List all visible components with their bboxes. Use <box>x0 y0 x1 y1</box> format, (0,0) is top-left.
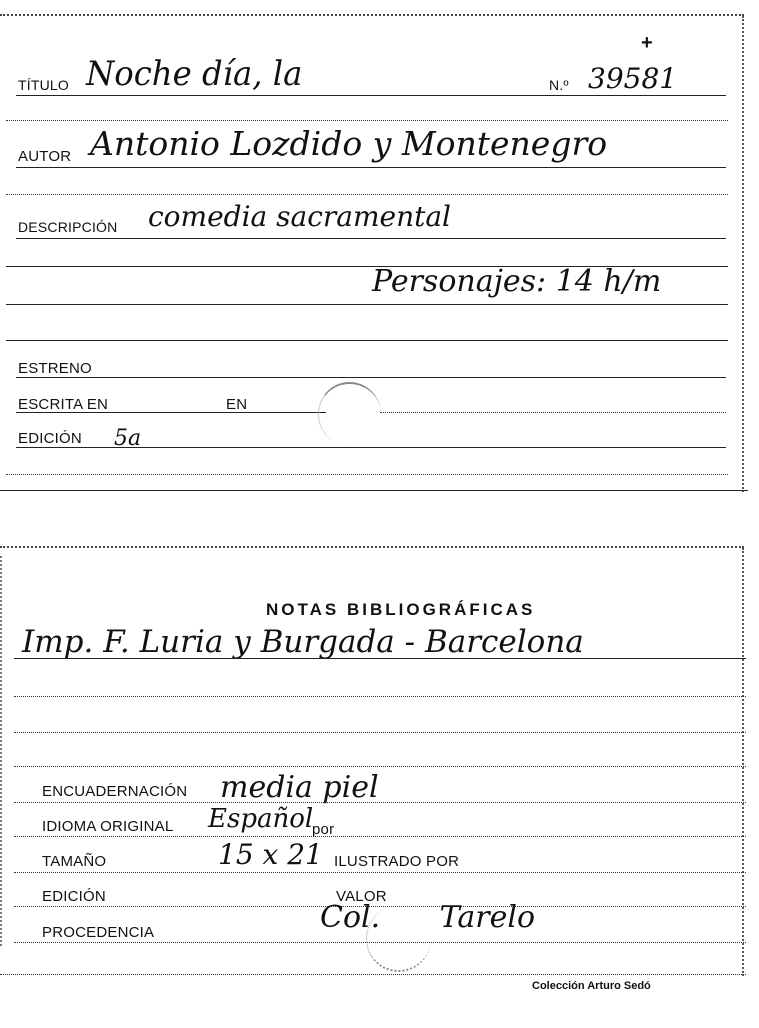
descripcion-value: comedia sacramental <box>148 200 452 233</box>
titulo-label: TÍTULO <box>18 77 69 93</box>
card-bottom-right-edge <box>742 548 744 976</box>
idioma-value: Español <box>208 804 314 834</box>
rule-6 <box>6 474 728 475</box>
edicion-2-label: EDICIÓN <box>42 888 106 905</box>
rule-en <box>380 412 726 413</box>
rule-card-bottom <box>0 974 746 975</box>
tamano-label: TAMAÑO <box>42 853 107 870</box>
descripcion-label: DESCRIPCIÓN <box>18 219 118 235</box>
encuadernacion-value: media piel <box>220 770 379 805</box>
card-bottom-top-edge <box>0 546 744 548</box>
rule-titulo <box>16 95 726 96</box>
notas-value: Imp. F. Luria y Burgada - Barcelona <box>22 624 584 660</box>
estreno-label: ESTRENO <box>18 360 92 377</box>
rule-escrita <box>16 412 326 413</box>
edicion-value: 5a <box>114 426 142 451</box>
catalog-card-top <box>0 14 744 492</box>
rule-encuadernacion <box>14 802 746 803</box>
personajes-value: Personajes: 14 h/m <box>372 264 662 299</box>
catalog-card-bottom <box>0 546 744 976</box>
rule-edicion <box>16 447 726 448</box>
rule-autor <box>16 167 726 168</box>
tamano-value: 15 x 21 <box>218 838 323 871</box>
procedencia-label: PROCEDENCIA <box>42 924 155 941</box>
rule-tamano <box>14 872 746 873</box>
rule-notas-3 <box>14 732 746 733</box>
edicion-label: EDICIÓN <box>18 430 82 447</box>
en-label: EN <box>226 396 248 413</box>
rule-2 <box>6 194 728 195</box>
card-top-edge <box>0 14 744 16</box>
procedencia-value: Col. Tarelo <box>320 900 535 935</box>
collection-credit: Colección Arturo Sedó <box>532 980 651 992</box>
por-label: por <box>312 821 335 838</box>
ilustrado-label: ILUSTRADO POR <box>334 853 460 870</box>
valor-label: VALOR <box>336 888 387 905</box>
rule-bottom <box>0 490 748 491</box>
card-right-edge <box>742 16 744 492</box>
idioma-label: IDIOMA ORIGINAL <box>42 818 174 835</box>
rule-4 <box>6 304 728 305</box>
autor-value: Antonio Lozdido y Montenegro <box>90 124 608 163</box>
rule-procedencia <box>14 942 746 943</box>
rule-estreno <box>16 377 726 378</box>
rule-idioma <box>14 836 746 837</box>
rule-1 <box>6 120 728 121</box>
numero-value: 39581 <box>588 62 678 95</box>
notas-heading: NOTAS BIBLIOGRÁFICAS <box>266 600 536 619</box>
rule-5 <box>6 340 728 341</box>
card-bottom-left-edge <box>0 556 2 946</box>
autor-label: AUTOR <box>18 148 72 165</box>
encuadernacion-label: ENCUADERNACIÓN <box>42 783 188 800</box>
escrita-en-label: ESCRITA EN <box>18 396 109 413</box>
numero-label: N.º <box>549 77 569 93</box>
rule-descripcion <box>16 238 726 239</box>
stamp-circle-top <box>318 382 381 446</box>
rule-notas-2 <box>14 696 746 697</box>
plus-mark: + <box>641 32 653 54</box>
rule-notas-4 <box>14 766 746 767</box>
stamp-circle-bottom <box>366 906 431 972</box>
rule-notas-1 <box>14 658 746 659</box>
titulo-value: Noche día, la <box>86 54 303 94</box>
